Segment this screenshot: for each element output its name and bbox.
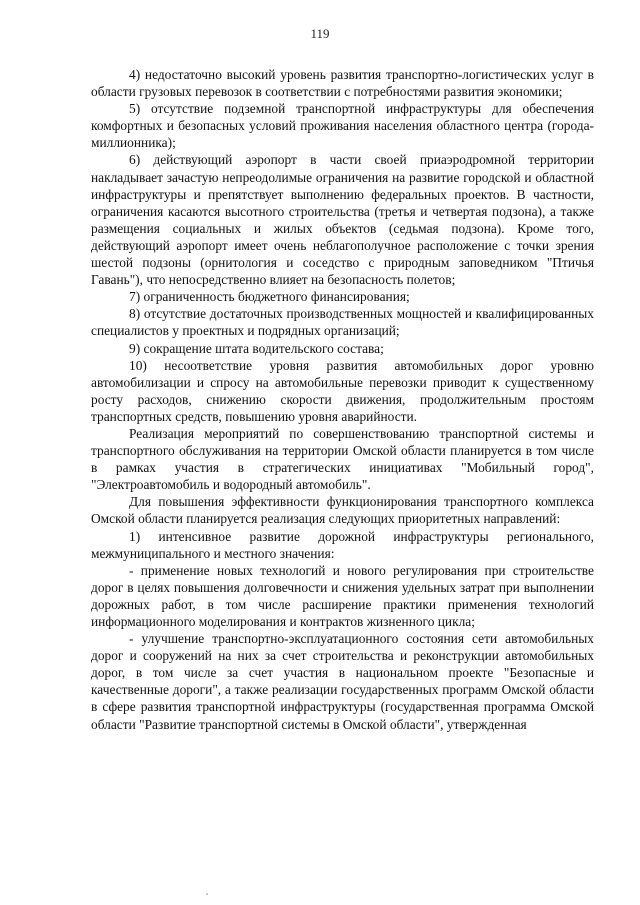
paragraph-item-9: 9) сокращение штата водительского состава; bbox=[129, 340, 384, 356]
paragraph-item-7: 7) ограниченность бюджетного финансирования; bbox=[129, 289, 410, 305]
paragraph-item-5: 5) отсутствие подземной транспортной инфраструктуры для обеспечения комфортных и безопасных условий проживания населения областного центра (города-миллионника); bbox=[91, 101, 594, 151]
paragraph-bullet-network: - улучшение транспортно-эксплуатационного состояния сети автомобильных дорог и сооружений на них за счет строительства и реконструкции автомобильных дорог, в том числе за счет участия в национальном проекте "Безопасные и качественные дороги", а также реализации государственных программ Омской области в сфере развития транспортной инфраструктуры (государственная программа Омской области "Развитие транспортной системы в Омской области", утвержденная bbox=[91, 631, 594, 732]
paragraph-initiatives: Реализация мероприятий по совершенствованию транспортной системы и транспортного обслуживания на территории Омской области планируется в том числе в рамках участия в стратегических инициативах "Мобильный город", "Электроавтомобиль и водородный автомобиль". bbox=[91, 425, 594, 493]
paragraph-item-10: 10) несоответствие уровня развития автомобильных дорог уровню автомобилизации и спросу на автомобильные перевозки приводит к существенному росту расходов, снижению скорости движения, продолжительным простоям транспортных средств, повышению уровня аварийности. bbox=[91, 357, 594, 424]
paragraph-item-6: 6) действующий аэропорт в части своей приаэродромной территории накладывает зачастую непреодолимые ограничения на развитие городской и областной инфраструктуры и препятствует выполнению федеральных проектов. В частности, ограничения касаются высотного строительства (третья и четвертая подзона), а также размещения социальных и жилых объектов (седьмая подзона). Кроме того, действующий аэропорт имеет очень неблагополучное расположение с точки зрения шестой подзоны (орнитология и соседство с природным заповедником "Птичья Гавань"), что непосредственно влияет на безопасность полетов; bbox=[91, 152, 594, 288]
scan-speck bbox=[206, 893, 208, 895]
paragraph-item-4: 4) недостаточно высокий уровень развития транспортно-логистических услуг в области грузовых перевозок в соответствии с потребностями развития экономики; bbox=[91, 67, 594, 100]
paragraph-priority-1: 1) интенсивное развитие дорожной инфраструктуры регионального, межмуниципального и местного значения: bbox=[91, 528, 594, 561]
document-body bbox=[91, 66, 594, 733]
paragraph-priorities-intro: Для повышения эффективности функционирования транспортного комплекса Омской области планируется реализация следующих приоритетных направлений: bbox=[91, 494, 594, 527]
paragraph-item-8: 8) отсутствие достаточных производственных мощностей и квалифицированных специалистов у проектных и подрядных организаций; bbox=[91, 306, 594, 339]
page-number: 119 bbox=[310, 26, 330, 41]
paragraph-bullet-technologies: - применение новых технологий и нового регулирования при строительстве дорог в целях повышения долговечности и снижения удельных затрат при выполнении дорожных работ, в том числе расширение практики применения технологий информационного моделирования и контрактов жизненного цикла; bbox=[91, 562, 594, 629]
